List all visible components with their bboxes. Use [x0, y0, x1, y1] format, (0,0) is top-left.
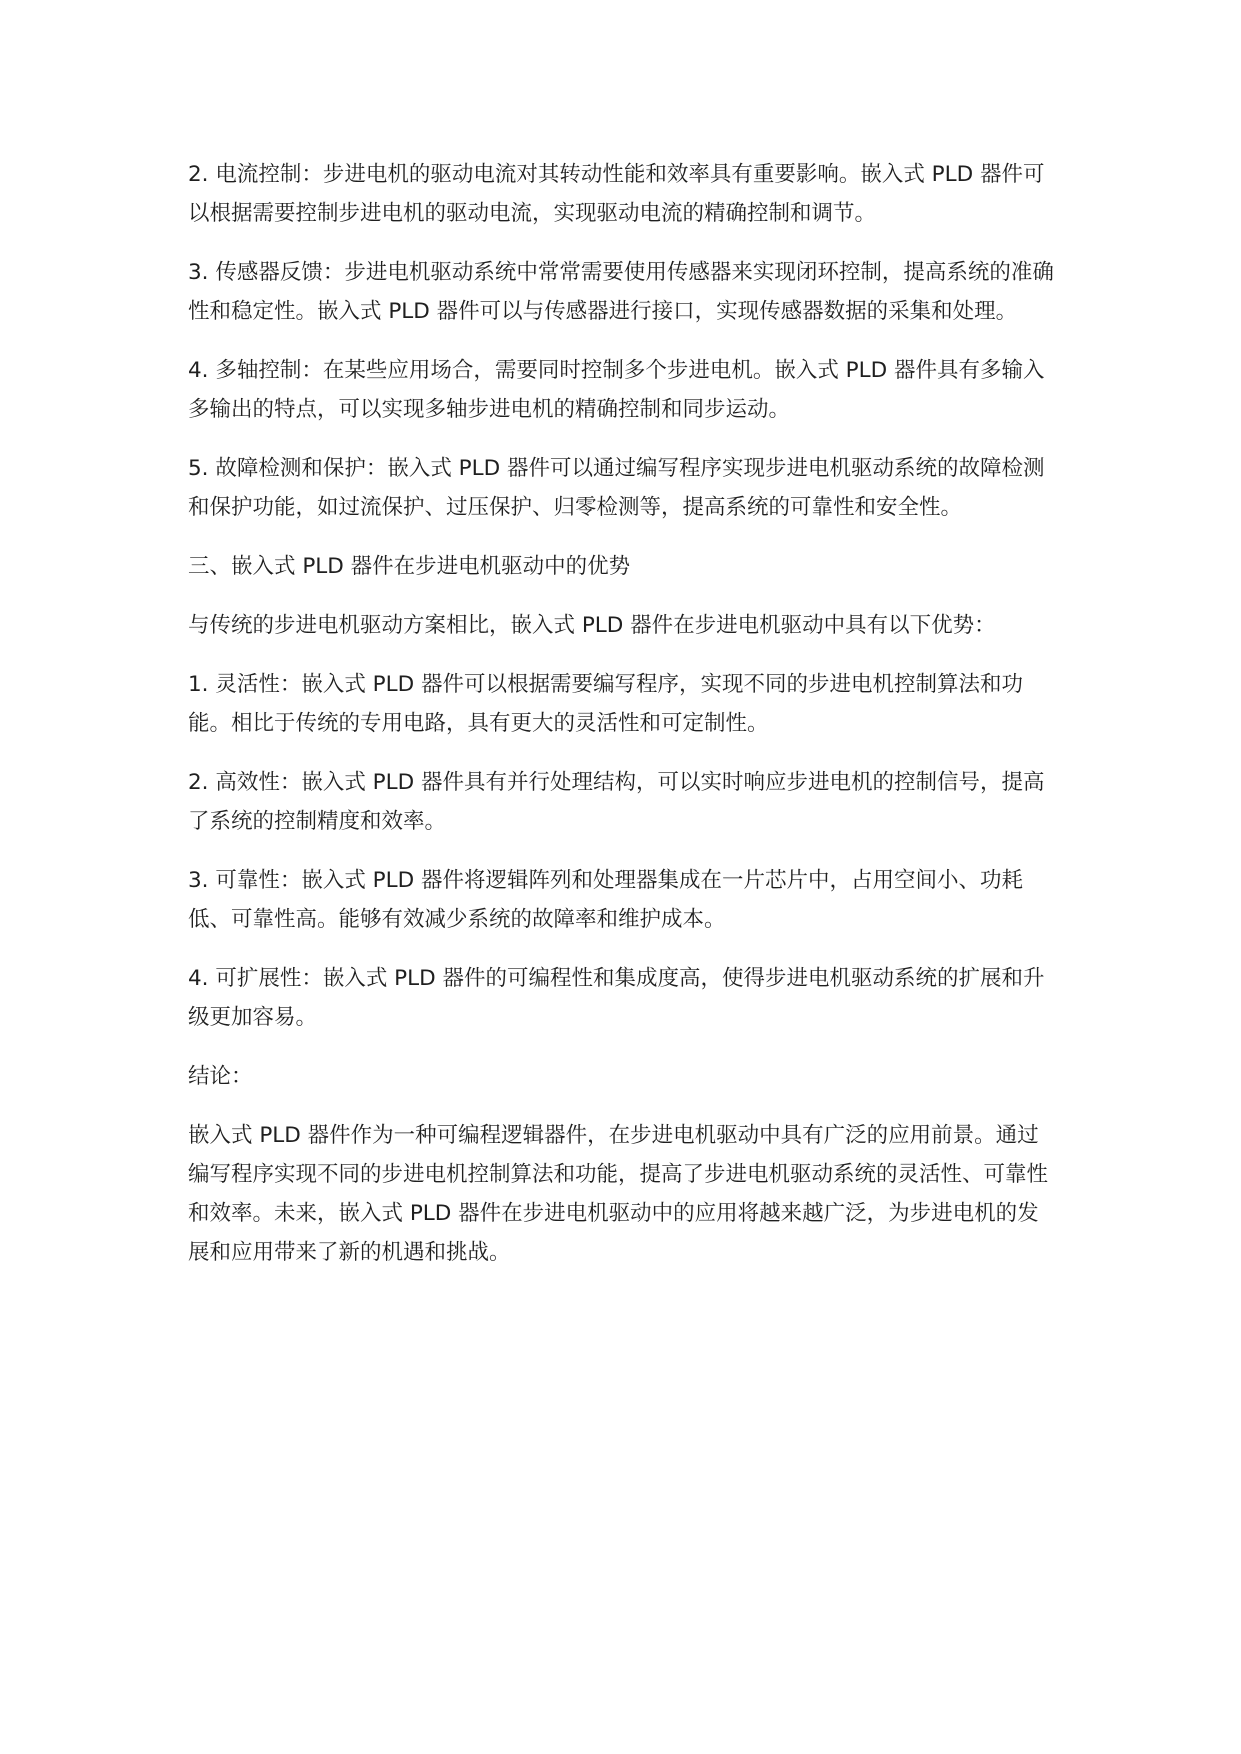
- paragraph-advantages-intro: 与传统的步进电机驱动方案相比，嵌入式 PLD 器件在步进电机驱动中具有以下优势：: [188, 613, 996, 638]
- conclusion-heading: 结论：: [188, 1064, 253, 1089]
- paragraph-current-control: 2. 电流控制：步进电机的驱动电流对其转动性能和效率具有重要影响。嵌入式 PLD 器件可以根据需要控制步进电机的驱动电流，实现驱动电流的精确控制和调节。: [188, 162, 1045, 226]
- paragraph-sensor-feedback: 3. 传感器反馈：步进电机驱动系统中常常需要使用传感器来实现闭环控制，提高系统的准确性和稳定性。嵌入式 PLD 器件可以与传感器进行接口，实现传感器数据的采集和处理。: [188, 260, 1054, 324]
- paragraph-efficiency: 2. 高效性：嵌入式 PLD 器件具有并行处理结构，可以实时响应步进电机的控制信号，提高了系统的控制精度和效率。: [188, 770, 1045, 834]
- paragraph-scalability: 4. 可扩展性：嵌入式 PLD 器件的可编程性和集成度高，使得步进电机驱动系统的扩展和升级更加容易。: [188, 966, 1045, 1030]
- section-heading-advantages: 三、嵌入式 PLD 器件在步进电机驱动中的优势: [188, 554, 631, 579]
- document-body: [188, 155, 1060, 1292]
- paragraph-flexibility: 1. 灵活性：嵌入式 PLD 器件可以根据需要编写程序，实现不同的步进电机控制算法和功能。相比于传统的专用电路，具有更大的灵活性和可定制性。: [188, 672, 1024, 736]
- paragraph-conclusion: 嵌入式 PLD 器件作为一种可编程逻辑器件，在步进电机驱动中具有广泛的应用前景。通过编写程序实现不同的步进电机控制算法和功能，提高了步进电机驱动系统的灵活性、可靠性和效率。未来，嵌入式 PLD 器件在步进电机驱动中的应用将越来越广泛，为步进电机的发展和应用带来了新的机遇和挑战。: [188, 1123, 1049, 1265]
- paragraph-fault-detection: 5. 故障检测和保护：嵌入式 PLD 器件可以通过编写程序实现步进电机驱动系统的故障检测和保护功能，如过流保护、过压保护、归零检测等，提高系统的可靠性和安全性。: [188, 456, 1045, 520]
- paragraph-multi-axis-control: 4. 多轴控制：在某些应用场合，需要同时控制多个步进电机。嵌入式 PLD 器件具有多输入多输出的特点，可以实现多轴步进电机的精确控制和同步运动。: [188, 358, 1045, 422]
- paragraph-reliability: 3. 可靠性：嵌入式 PLD 器件将逻辑阵列和处理器集成在一片芯片中，占用空间小、功耗低、可靠性高。能够有效减少系统的故障率和维护成本。: [188, 868, 1024, 932]
